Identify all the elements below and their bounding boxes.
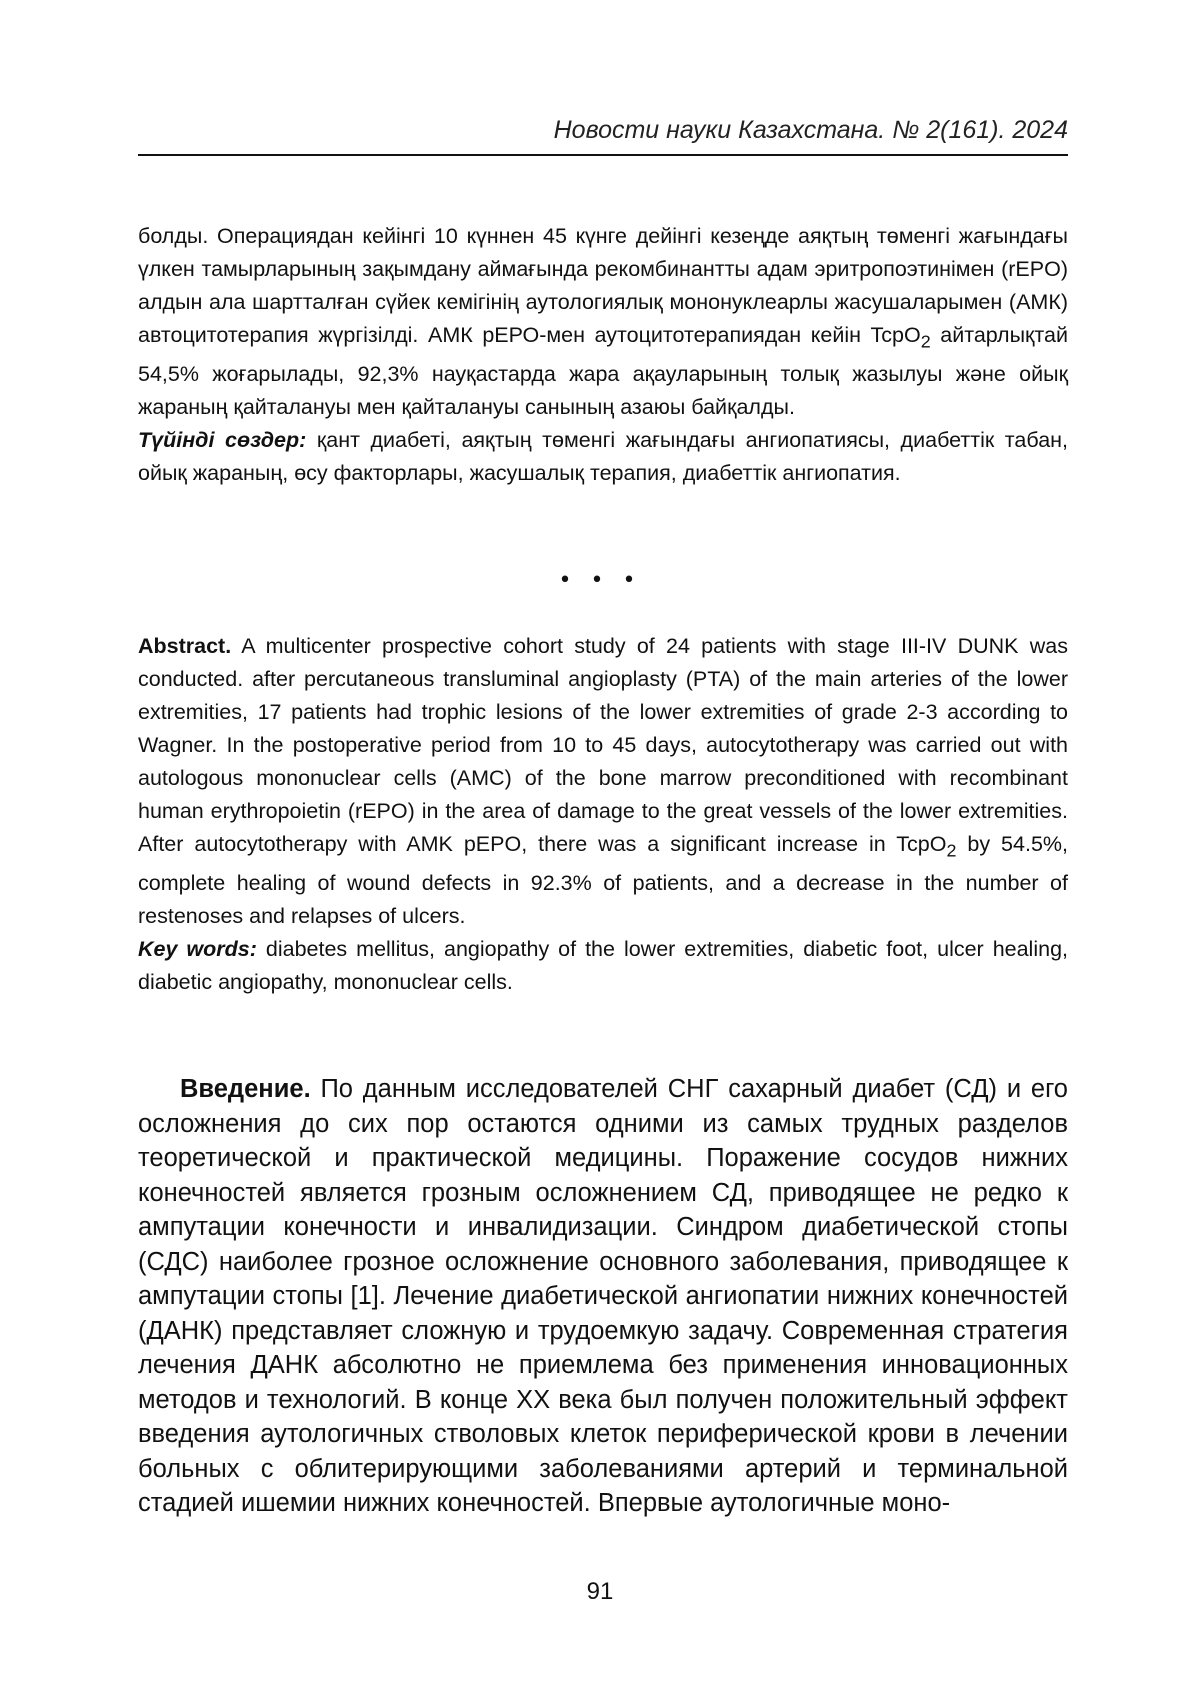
abstract-text-part2: by 54.5%, complete healing of wound defects in 92.3% of patients, and a decrease in the number of restenoses and relapses of ulcers.	[138, 832, 1068, 929]
kazakh-abstract-body	[138, 220, 1068, 424]
kazakh-keywords-label: Түйінді сөздер:	[138, 428, 307, 453]
abstract-label: Abstract.	[138, 634, 232, 658]
running-header	[138, 116, 1068, 156]
kazakh-keywords	[138, 424, 1068, 490]
kazakh-subscript: 2	[920, 331, 931, 352]
english-keywords-text: diabetes mellitus, angiopathy of the lower extremities, diabetic foot, ulcer healing, diabetic angiopathy, mononuclear cells.	[138, 937, 1069, 995]
introduction-text: По данным исследователей СНГ сахарный диабет (СД) и его осложнения до сих пор остаются одними из самых трудных разделов теоретической и практической медицины. Поражение сосудов нижних конечностей является грозным осложнением СД, приводящее не редко к ампутации конечности и инвалидизации. Синдром диабетической стопы (СДС) наиболее грозное осложнение основного заболевания, приводящее к ампутации стопы [1]. Лечение диабетической ангиопатии нижних конечностей (ДАНК) представляет сложную и трудоемкую задачу. Современная стратегия лечения ДАНК абсолютно не приемлема без применения инновационных методов и технологий. В конце XX века был получен положительный эффект введения аутологичных стволовых клеток периферической крови в лечении больных с облитерирующими заболеваниями артерий и терминальной стадией ишемии нижних конечностей. Впервые аутологичные моно-	[138, 1075, 1068, 1517]
kazakh-text-part1: болды. Операциядан кейінгі 10 күннен 45 күнге дейінгі кезеңде аяқтың төменгі жағындағы үлкен тамырларының зақымдану аймағында рекомбинантты адам эритропоэтинімен (rEPO) алдын ала шартталған сүйек кемігінің аутологиялық мононуклеарлы жасушаларымен (АМК) автоцитотерапия жүргізілді. АМК рЕРО-мен аутоцитотерапиядан кейін TcpO	[138, 224, 1068, 347]
section-separator: • • •	[558, 568, 642, 593]
page-number: 91	[586, 1578, 614, 1605]
introduction-section	[138, 1072, 1068, 1521]
abstract-text-part1: A multicenter prospective cohort study of 24 patients with stage III-IV DUNK was conducted. after percutaneous transluminal angioplasty (PTA) of the main arteries of the lower extremities, 17 patients had trophic lesions of the lower extremities of grade 2-3 according to Wagner. In the postoperative period from 10 to 45 days, autocytotherapy was carried out with autologous mononuclear cells (AMC) of the bone marrow preconditioned with recombinant human erythropoietin (rEPO) in the area of damage to the great vessels of the lower extremities. After autocytotherapy with AMK pEPO, there was a significant increase in TcpO	[138, 634, 1068, 856]
abstract-body	[138, 630, 1068, 933]
kazakh-text-part2: айтарлықтай 54,5% жоғарылады, 92,3% науқастарда жара ақауларының толық жазылуы және ойық жараның қайталануы мен қайталануы санының азаюы байқалды.	[138, 323, 1069, 420]
introduction-label: Введение.	[180, 1075, 311, 1103]
english-keywords	[138, 933, 1068, 999]
english-abstract	[138, 630, 1068, 999]
introduction-paragraph	[138, 1072, 1068, 1521]
kazakh-abstract	[138, 220, 1068, 490]
kazakh-keywords-text: қант диабеті, аяқтың төменгі жағындағы ангиопатиясы, диабеттік табан, ойық жараның, өсу факторлары, жасушалық терапия, диабеттік ангиопатия.	[138, 428, 1068, 486]
journal-title: Новости науки Казахстана. № 2(161). 2024	[553, 116, 1068, 144]
english-keywords-label: Key words:	[138, 937, 257, 962]
header-divider	[138, 154, 1068, 156]
abstract-subscript: 2	[946, 840, 957, 861]
